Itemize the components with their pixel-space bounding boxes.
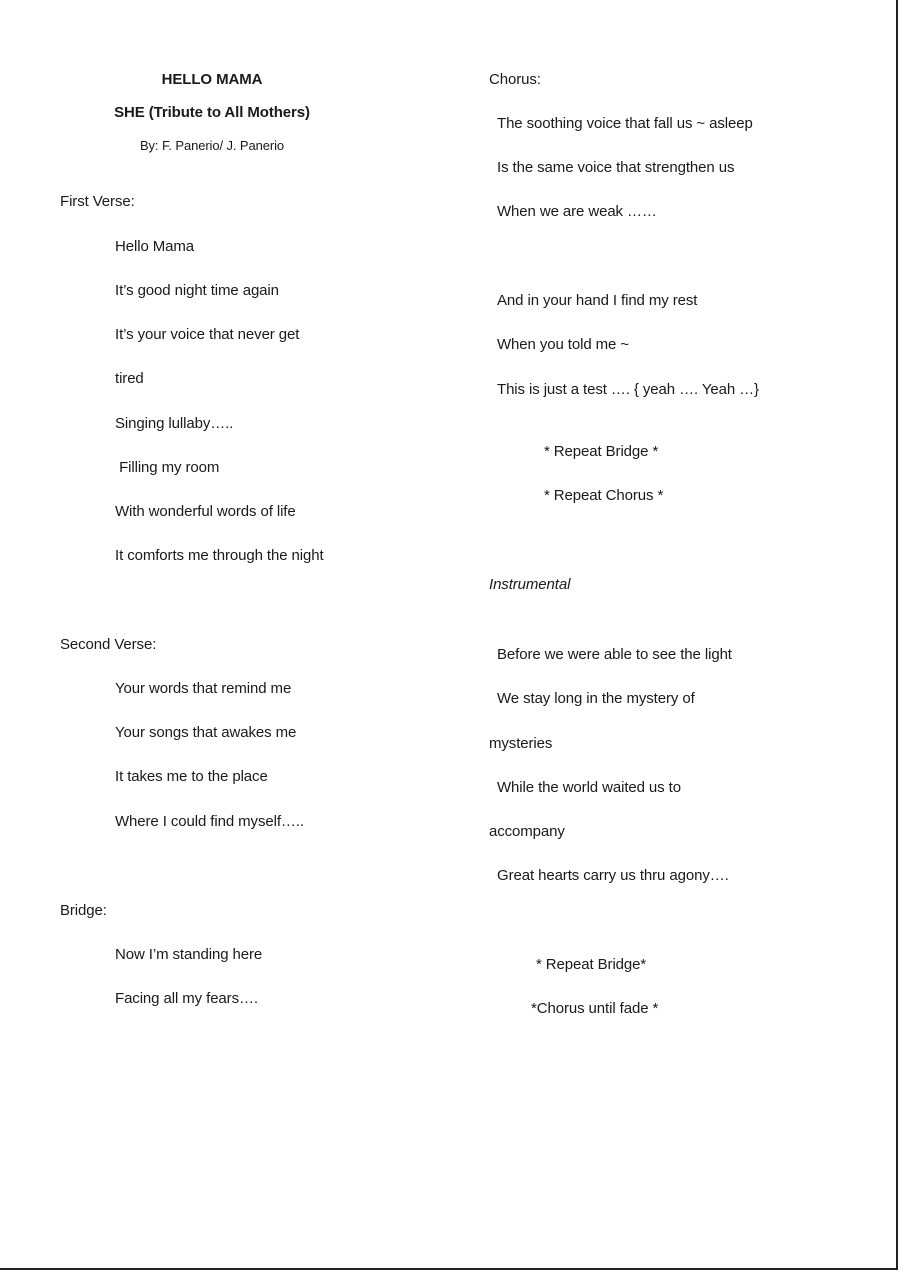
second-verse-line: Where I could find myself….. (115, 813, 304, 830)
chorus-line: This is just a test …. { yeah …. Yeah …} (497, 381, 759, 398)
repeat-bridge-final-note: * Repeat Bridge* (536, 956, 647, 973)
first-verse-line: Singing lullaby….. (115, 415, 234, 432)
instrumental-line: accompany (489, 823, 565, 840)
second-verse-line: Your words that remind me (115, 680, 292, 697)
chorus-heading: Chorus: (489, 71, 541, 88)
instrumental-line: mysteries (489, 735, 553, 752)
repeat-chorus-note: * Repeat Chorus * (544, 487, 664, 504)
bridge-line: Facing all my fears…. (115, 990, 258, 1007)
first-verse-line: tired (115, 370, 144, 387)
chorus-line: Is the same voice that strengthen us (497, 159, 735, 176)
chorus-line: The soothing voice that fall us ~ asleep (497, 115, 753, 132)
first-verse-line: It’s your voice that never get (115, 326, 300, 343)
first-verse-heading: First Verse: (60, 193, 135, 210)
instrumental-line: While the world waited us to (497, 779, 681, 796)
bridge-heading: Bridge: (60, 902, 107, 919)
song-byline: By: F. Panerio/ J. Panerio (139, 138, 285, 153)
second-verse-line: It takes me to the place (115, 768, 268, 785)
chorus-until-fade-note: *Chorus until fade * (531, 1000, 659, 1017)
first-verse-line: Filling my room (115, 459, 220, 476)
first-verse-line: With wonderful words of life (115, 503, 296, 520)
instrumental-line: We stay long in the mystery of (497, 690, 695, 707)
song-title: HELLO MAMA (161, 71, 263, 88)
second-verse-line: Your songs that awakes me (115, 724, 297, 741)
bridge-line: Now I’m standing here (115, 946, 263, 963)
chorus-line: And in your hand I find my rest (497, 292, 698, 309)
first-verse-line: It comforts me through the night (115, 547, 324, 564)
repeat-bridge-note: * Repeat Bridge * (544, 443, 659, 460)
chorus-line: When you told me ~ (497, 336, 630, 353)
second-verse-heading: Second Verse: (60, 636, 157, 653)
chorus-line: When we are weak …… (497, 203, 657, 220)
song-subtitle: SHE (Tribute to All Mothers) (114, 104, 310, 121)
first-verse-line: It’s good night time again (115, 282, 279, 299)
first-verse-line: Hello Mama (115, 238, 195, 255)
instrumental-line: Before we were able to see the light (497, 646, 732, 663)
instrumental-heading: Instrumental (489, 576, 571, 593)
instrumental-line: Great hearts carry us thru agony…. (497, 867, 729, 884)
